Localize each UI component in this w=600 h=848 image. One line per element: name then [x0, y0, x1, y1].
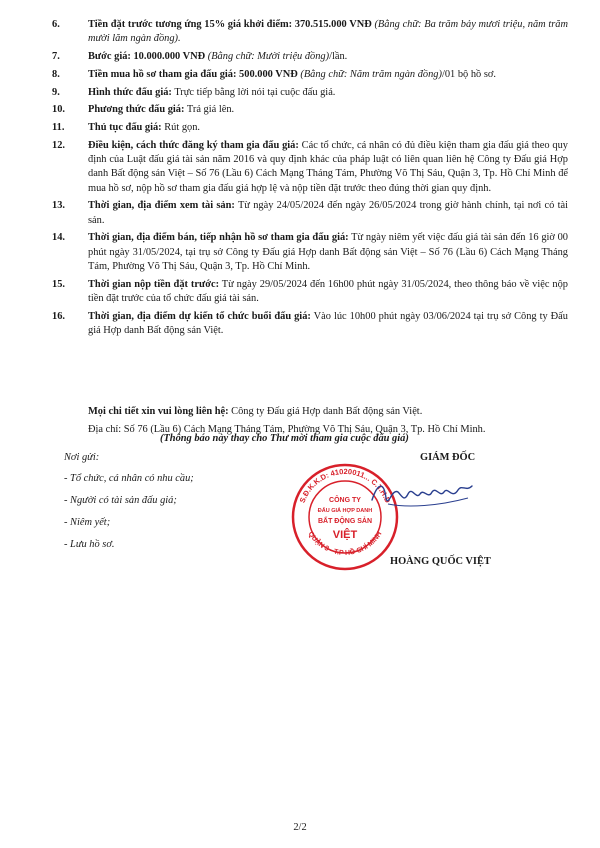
list-item	[52, 103, 568, 117]
item-text	[88, 50, 568, 64]
item-text	[88, 199, 568, 227]
recipient-item: - Tổ chức, cá nhân có nhu cầu;	[64, 473, 194, 484]
contact-address: Địa chỉ: Số 76 (Lầu 6) Cách Mạng Tháng Tám, Phường Võ Thị Sáu, Quận 3, Tp. Hồ Chí Minh.	[88, 424, 486, 436]
item-rest: Từ ngày niêm yết việc đấu giá tài sản đến 16 giờ 00 phút ngày 31/05/2024, tại trụ sở Công ty Đấu giá Hợp danh Bất động sản Việt – Số 76 (Lầu 6) Cách Mạng Tháng Tám, Phường Võ Thị Sáu, Quận 3, Tp. Hồ Chí Minh.	[88, 232, 569, 272]
item-rest: Trực tiếp bằng lời nói tại cuộc đấu giá.	[171, 86, 336, 98]
list-item	[52, 86, 568, 100]
list-item	[52, 278, 568, 306]
recipient-item: - Lưu hồ sơ.	[64, 539, 115, 550]
item-text	[88, 18, 568, 46]
item-number: 13.	[52, 200, 65, 212]
list-item	[52, 199, 568, 227]
svg-text:ĐẤU GIÁ HỢP DANH: ĐẤU GIÁ HỢP DANH	[317, 508, 373, 514]
item-text	[88, 103, 568, 117]
item-number: 14.	[52, 232, 65, 244]
handwritten-signature	[368, 474, 478, 514]
item-label: Thời gian, địa điểm dự kiến tổ chức buổi đấu giá:	[88, 310, 311, 322]
item-text	[88, 68, 568, 82]
list-item	[52, 310, 568, 338]
item-text	[88, 231, 568, 274]
svg-text:CÔNG TY: CÔNG TY	[329, 497, 361, 504]
svg-text:BẤT ĐỘNG SẢN: BẤT ĐỘNG SẢN	[317, 518, 373, 525]
item-number: 6.	[52, 19, 60, 30]
contact-line	[88, 405, 568, 419]
item-rest: Rút gọn.	[161, 122, 201, 134]
item-rest: Từ ngày 29/05/2024 đến 16h00 phút ngày 31/05/2024, theo thông báo về việc nộp tiền đặt trước của tổ chức đấu giá tài sản.	[88, 278, 568, 304]
item-label: Thời gian, địa điểm xem tài sản:	[88, 200, 235, 212]
item-label: Điều kiện, cách thức đăng ký tham gia đấu giá:	[88, 139, 299, 151]
item-number: 16.	[52, 310, 65, 322]
item-italic-note: (Bằng chữ: Năm trăm ngàn đồng)	[297, 68, 442, 80]
list-item	[52, 231, 568, 274]
item-text	[88, 121, 568, 135]
item-number: 7.	[52, 51, 60, 62]
contact-label: Mọi chi tiết xin vui lòng liên hệ:	[88, 406, 229, 417]
item-rest: /01 bộ hồ sơ.	[441, 68, 496, 80]
item-text	[88, 139, 568, 196]
item-italic-note: (Bằng chữ: Mười triệu đồng)	[205, 51, 330, 62]
item-number: 10.	[52, 104, 65, 116]
recipients-block	[64, 452, 304, 561]
item-number: 15.	[52, 278, 65, 290]
item-label: Tiền mua hồ sơ tham gia đấu giá: 500.000 VNĐ	[88, 68, 298, 80]
item-text	[88, 86, 568, 100]
item-italic-note: (Bằng chữ: Ba trăm bảy mươi triệu, năm trăm mười lăm ngàn đồng).	[88, 19, 568, 45]
svg-text:QUẬN 3 - T.P HỒ CHÍ MINH: QUẬN 3 - T.P HỒ CHÍ MINH	[306, 530, 384, 557]
list-item	[52, 50, 568, 64]
item-label: Thời gian, địa điểm bán, tiếp nhận hồ sơ tham gia đấu giá:	[88, 232, 349, 244]
item-text	[88, 310, 568, 338]
item-number: 9.	[52, 86, 60, 98]
item-rest: Trả giá lên.	[184, 104, 235, 116]
item-rest: Từ ngày 24/05/2024 đến ngày 26/05/2024 trong giờ hành chính, tại nơi có tài sản.	[88, 200, 568, 226]
item-label: Phương thức đấu giá:	[88, 104, 185, 116]
signer-name: HOÀNG QUỐC VIỆT	[390, 556, 491, 567]
list-item	[52, 121, 568, 135]
item-rest: /lần.	[329, 51, 348, 62]
item-label: Hình thức đấu giá:	[88, 86, 172, 98]
item-text	[88, 278, 568, 306]
list-item	[52, 68, 568, 82]
item-rest: Vào lúc 10h00 phút ngày 03/06/2024 tại trụ sở Công ty Đấu giá Hợp danh Bất động sản Việt.	[88, 310, 568, 336]
svg-text:VIỆT: VIỆT	[332, 529, 358, 541]
item-label: Tiền đặt trước tương ứng 15% giá khởi điểm: 370.515.000 VNĐ	[88, 19, 372, 30]
announcement-items	[52, 18, 568, 342]
page-number: 2/2	[293, 822, 307, 833]
item-number: 11.	[52, 122, 65, 134]
item-number: 12.	[52, 139, 65, 151]
list-item	[52, 139, 568, 196]
contact-value: Công ty Đấu giá Hợp danh Bất động sản Việt.	[228, 406, 423, 417]
item-label: Thời gian nộp tiền đặt trước:	[88, 278, 220, 290]
item-label: Bước giá: 10.000.000 VNĐ	[88, 51, 206, 62]
item-label: Thủ tục đấu giá:	[88, 122, 162, 134]
signature-title: GIÁM ĐỐC	[420, 452, 476, 463]
invitation-note: (Thông báo này thay cho Thư mời tham gia cuộc đấu giá)	[160, 433, 409, 444]
recipient-item: - Người có tài sản đấu giá;	[64, 495, 177, 506]
item-rest: Các tổ chức, cá nhân có đủ điều kiện tham gia đấu giá theo quy định của Luật đấu giá tài sản năm 2016 và quy định khác của pháp luật có liên quan liên hệ Công ty Đấu giá Hợp danh Bất động sản Việt – Số 76 (Lầu 6) Cách Mạng Tháng Tám, Phường Võ Thị Sáu, Quận 3, Tp. Hồ Chí Minh để mua hồ sơ, nộp hồ sơ tham gia đấu giá hợp lệ và nộp tiền đặt trước theo đúng thời gian quy định.	[88, 139, 568, 194]
list-item	[52, 18, 568, 46]
svg-text:S.Đ.K.K.D: 41020011... C.T.H.D: S.Đ.K.K.D: 41020011... C.T.H.D	[297, 466, 393, 505]
item-number: 8.	[52, 68, 60, 80]
recipient-item: - Niêm yết;	[64, 517, 111, 528]
recipients-heading: Nơi gửi:	[64, 452, 100, 463]
